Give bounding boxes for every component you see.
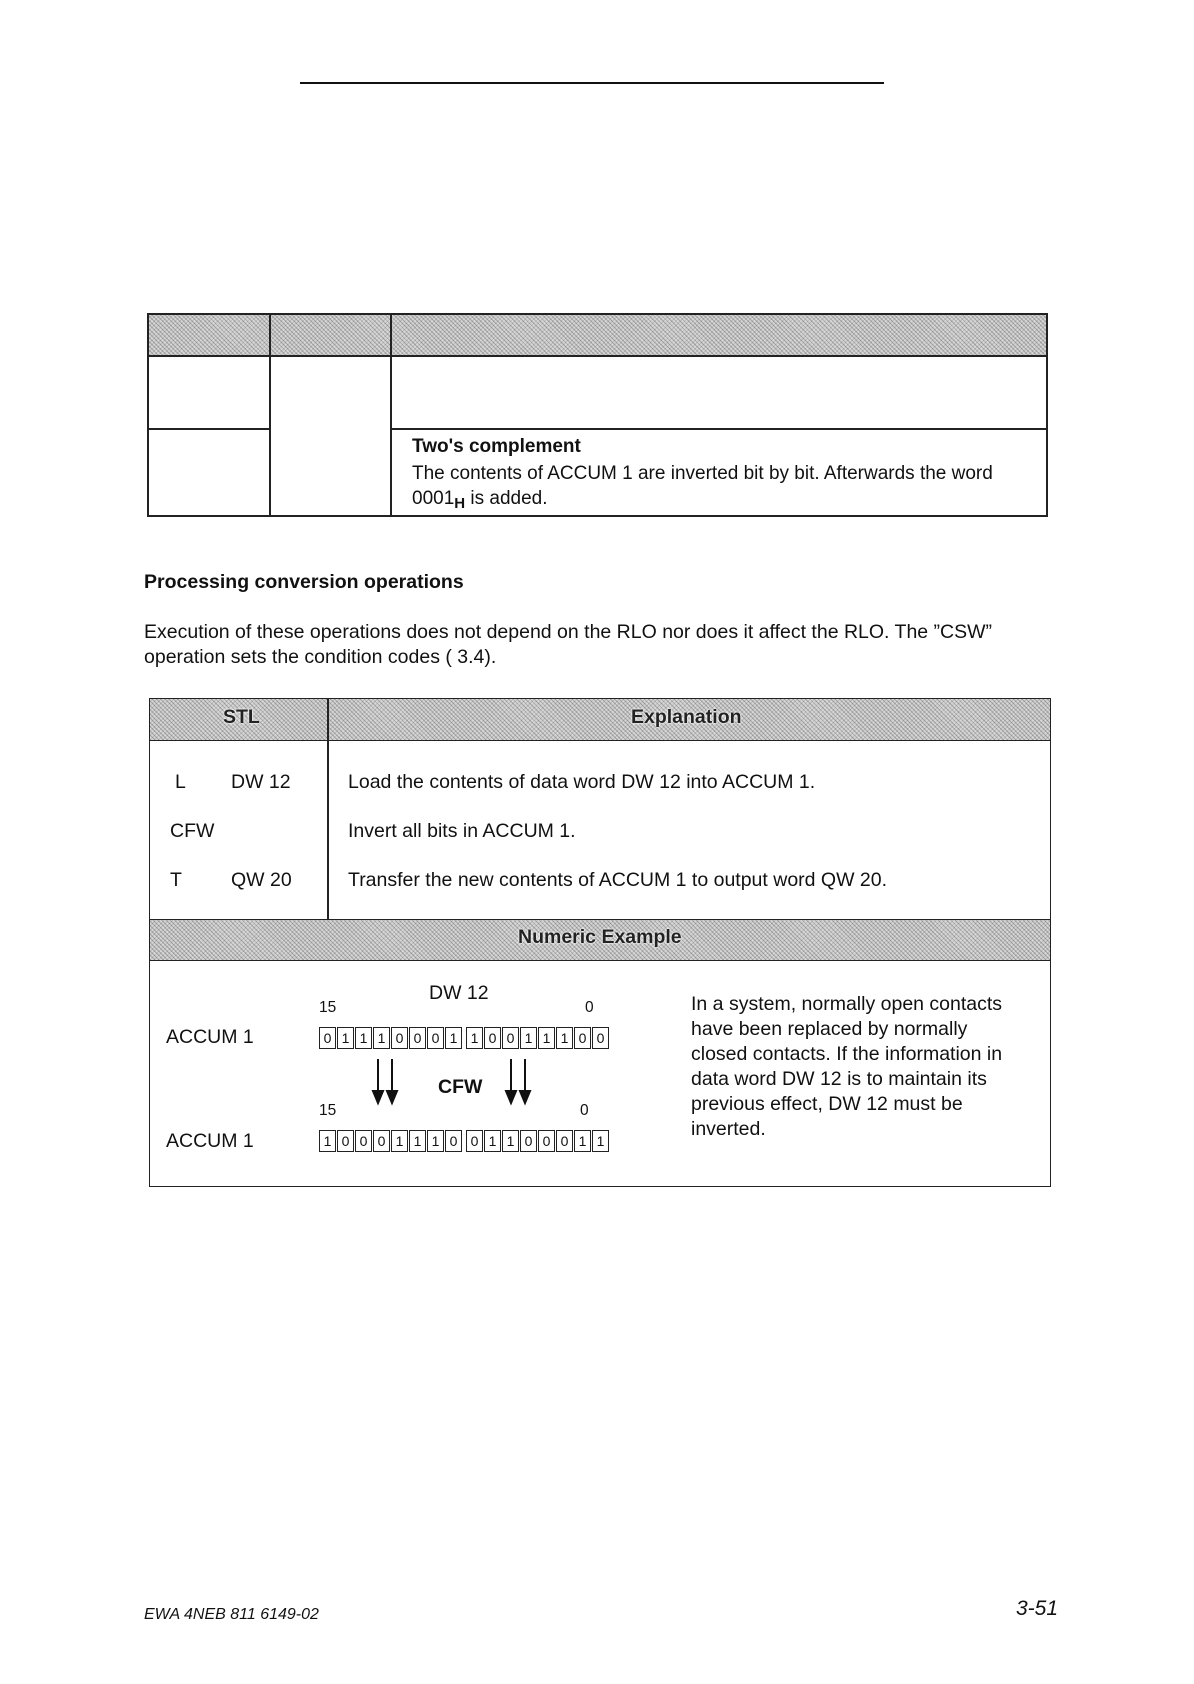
- stl-explanation: Invert all bits in ACCUM 1.: [348, 820, 576, 842]
- row-divider: [149, 428, 269, 430]
- bit-cell: 1: [427, 1130, 444, 1152]
- complement-description: The contents of ACCUM 1 are inverted bit by bit. Afterwards the word $0001_H$ is added.: [412, 463, 993, 512]
- header-explanation: Explanation: [631, 706, 742, 728]
- msb-label: 15: [319, 999, 337, 1016]
- stl-explanation: Load the contents of data word DW 12 into ACCUM 1.: [348, 771, 816, 793]
- example-note: In a system, normally open contacts have been replaced by normally closed contacts. If the information in data word DW 12 is to maintain its previous effect, DW 12 must be inverted.: [691, 993, 1003, 1140]
- bit-cell: 0: [466, 1130, 483, 1152]
- stl-example-table: [149, 698, 1051, 1187]
- table-header-band: [150, 699, 1050, 741]
- stl-op: T: [170, 869, 182, 891]
- bit-cell: 0: [484, 1027, 501, 1049]
- stl-operand: DW 12: [231, 771, 291, 793]
- bit-cell: 0: [538, 1130, 555, 1152]
- bit-cell: 0: [337, 1130, 354, 1152]
- column-divider: [327, 699, 329, 919]
- complement-table: [147, 313, 1048, 517]
- lsb-label: 0: [580, 1102, 589, 1119]
- column-divider: [269, 315, 271, 515]
- bit-cell: 1: [556, 1027, 573, 1049]
- bit-cell: 0: [373, 1130, 390, 1152]
- complement-title: Two's complement: [412, 436, 581, 457]
- bit-cell: 0: [574, 1027, 591, 1049]
- bit-cell: 0: [355, 1130, 372, 1152]
- bit-row-before: [319, 1027, 610, 1049]
- bit-cell: 0: [427, 1027, 444, 1049]
- bit-cell: 0: [556, 1130, 573, 1152]
- document-id: EWA 4NEB 811 6149-02: [144, 1606, 319, 1623]
- table-header-band: [149, 315, 1046, 357]
- bit-row-after: [319, 1130, 610, 1152]
- bit-cell: 1: [337, 1027, 354, 1049]
- header-numeric-example: Numeric Example: [518, 926, 682, 948]
- bit-cell: 1: [592, 1130, 609, 1152]
- bit-cell: 0: [520, 1130, 537, 1152]
- bit-cell: 1: [466, 1027, 483, 1049]
- bit-cell: 1: [502, 1130, 519, 1152]
- stl-operand: QW 20: [231, 869, 292, 891]
- bit-cell: 1: [445, 1027, 462, 1049]
- accum-label: ACCUM 1: [166, 1026, 254, 1048]
- stl-op: CFW: [170, 820, 215, 842]
- stl-explanation: Transfer the new contents of ACCUM 1 to output word QW 20.: [348, 869, 888, 891]
- column-divider: [390, 315, 392, 515]
- bit-cell: 1: [574, 1130, 591, 1152]
- lsb-label: 0: [585, 999, 594, 1016]
- row-divider: [390, 428, 1046, 430]
- bit-cell: 0: [391, 1027, 408, 1049]
- header-stl: STL: [223, 706, 260, 728]
- bit-cell: 1: [520, 1027, 537, 1049]
- page-number: 3-51: [1016, 1597, 1059, 1620]
- bit-cell: 0: [445, 1130, 462, 1152]
- stl-op: L: [175, 771, 186, 793]
- bit-cell: 1: [319, 1130, 336, 1152]
- bit-cell: 1: [373, 1027, 390, 1049]
- bit-cell: 1: [538, 1027, 555, 1049]
- bit-cell: 0: [592, 1027, 609, 1049]
- bit-cell: 0: [319, 1027, 336, 1049]
- section-heading: Processing conversion operations: [144, 571, 464, 593]
- bit-cell: 1: [355, 1027, 372, 1049]
- bit-cell: 1: [409, 1130, 426, 1152]
- cfw-label: CFW: [438, 1076, 483, 1098]
- bit-cell: 1: [391, 1130, 408, 1152]
- section-paragraph: Execution of these operations does not depend on the RLO nor does it affect the RLO. The ”CSW” operation sets the condition codes ( 3.4).: [144, 621, 993, 668]
- bit-cell: 0: [502, 1027, 519, 1049]
- bit-cell: 0: [409, 1027, 426, 1049]
- msb-label: 15: [319, 1102, 337, 1119]
- header-rule: [300, 82, 884, 84]
- bit-cell: 1: [484, 1130, 501, 1152]
- accum-label: ACCUM 1: [166, 1130, 254, 1152]
- dw-label: DW 12: [429, 982, 489, 1004]
